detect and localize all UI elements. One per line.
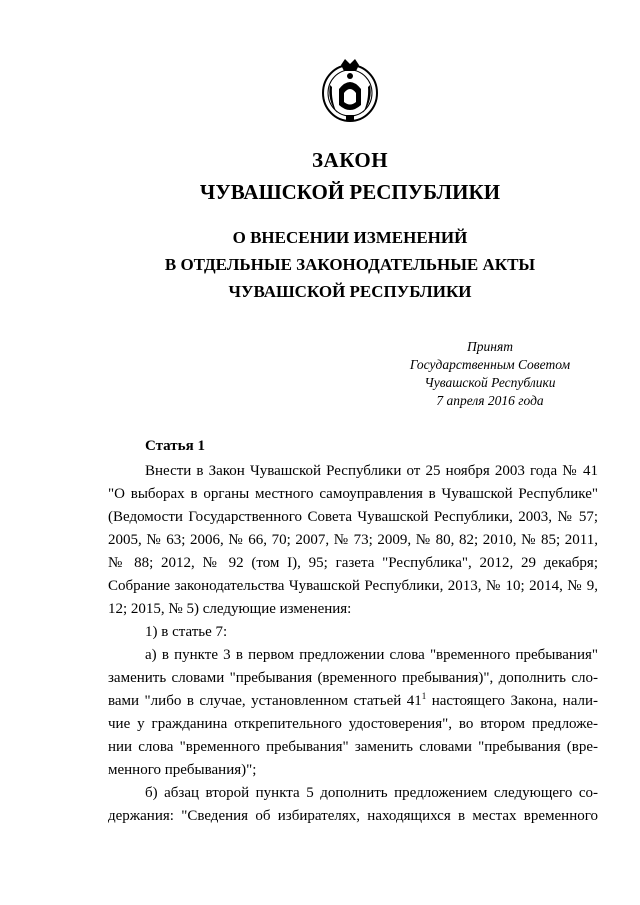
law-subtitle-line-1: О ВНЕСЕНИИ ИЗМЕНЕНИЙ: [232, 228, 468, 247]
body-text-line: 2005, № 63; 2006, № 66, 70; 2007, № 73; 2009, № 80, 82; 2010, № 85; 2011,: [108, 532, 598, 548]
body-text-fragment: настоящего Закона, нали-: [426, 693, 598, 709]
adoption-note: [395, 338, 585, 410]
law-title-republic: ЧУВАШСКОЙ РЕСПУБЛИКИ: [199, 180, 501, 204]
adoption-note-line: Государственным Советом: [409, 357, 571, 372]
law-subtitle-line-2: В ОТДЕЛЬНЫЕ ЗАКОНОДАТЕЛЬНЫЕ АКТЫ: [164, 255, 536, 274]
body-text-line: держания: "Сведения об избирателях, находящихся в местах временного: [108, 808, 598, 824]
body-text-line: 1) в статье 7:: [145, 624, 228, 640]
article-heading: Статья 1: [145, 438, 205, 454]
body-text-line-with-superscript: [108, 691, 598, 711]
adoption-note-date: 7 апреля 2016 года: [436, 393, 544, 408]
body-text-line: б) абзац второй пункта 5 дополнить предложением следующего со-: [145, 785, 598, 801]
law-subtitle-line-3: ЧУВАШСКОЙ РЕСПУБЛИКИ: [228, 282, 472, 301]
body-text-line: Собрание законодательства Чувашской Республики, 2013, № 10; 2014, № 9,: [108, 578, 598, 594]
body-text-line: чие у гражданина открепительного удостоверения", во втором предложе-: [108, 716, 598, 732]
body-text-line: Внести в Закон Чувашской Республики от 25 ноября 2003 года № 41: [145, 463, 598, 479]
body-text-line: менного пребывания)";: [108, 762, 257, 778]
body-text-line: 12; 2015, № 5) следующие изменения:: [108, 601, 352, 617]
body-text-fragment: вами "либо в случае, установленном статьей 41: [108, 693, 422, 709]
body-text-line: а) в пункте 3 в первом предложении слова "временного пребывания": [145, 647, 598, 663]
body-text-line: (Ведомости Государственного Совета Чувашской Республики, 2003, № 57;: [108, 509, 598, 525]
body-text-line: "О выборах в органы местного самоуправления в Чувашской Республике": [108, 486, 598, 502]
body-text-line: № 88; 2012, № 92 (том I), 95; газета "Республика", 2012, 29 декабря;: [108, 555, 598, 571]
law-title: ЗАКОН: [311, 148, 389, 172]
adoption-note-line: Принят: [467, 339, 513, 354]
superscript: 1: [421, 691, 427, 701]
adoption-note-line: Чувашской Республики: [424, 375, 556, 390]
body-text-line: нии слова "временного пребывания" заменить словами "пребывания (вре-: [108, 739, 598, 755]
coat-of-arms-emblem: [317, 55, 383, 125]
body-text-line: заменить словами "пребывания (временного пребывания)", дополнить сло-: [108, 670, 598, 686]
